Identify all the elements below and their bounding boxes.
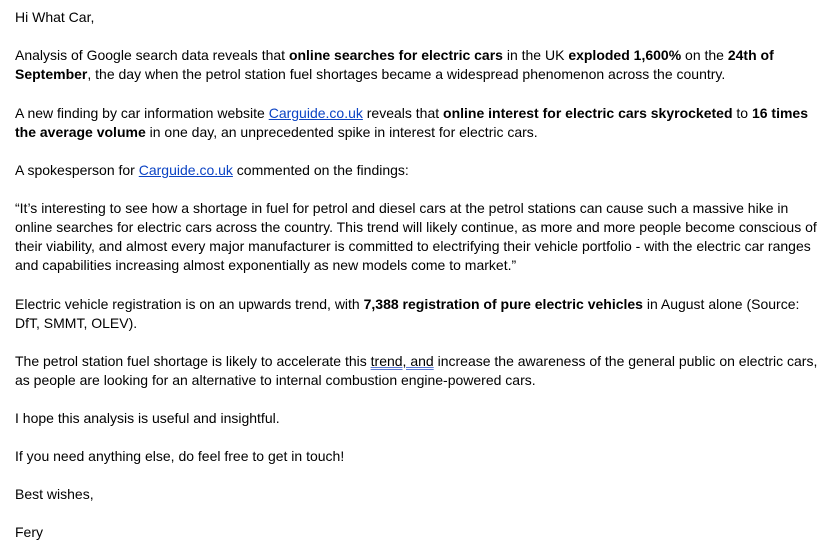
signoff: Best wishes, — [15, 486, 94, 502]
carguide-link[interactable]: Carguide.co.uk — [268, 105, 363, 121]
paragraph-spokesperson: A spokesperson for Carguide.co.uk commented on the findings: — [15, 162, 409, 178]
paragraph-hope: I hope this analysis is useful and insightful. — [15, 410, 280, 426]
quote-paragraph: “It’s interesting to see how a shortage in fuel for petrol and diesel cars at the petrol stations can cause such a massive hike in online searches for electric cars across the country. This trend will likely continue, as more and more people become conscious of their viability, and almost every major manufacturer is committed to electrifying their vehicle portfolio - with the electric car ranges and capabilities increasing almost exponentially as new models come to market.” — [15, 200, 817, 273]
paragraph-get-in-touch: If you need anything else, do feel free to get in touch! — [15, 448, 345, 464]
paragraph-registration: Electric vehicle registration is on an upwards trend, with 7,388 registration of pure electric vehicles in August alone (Source: DfT, SMMT, OLEV). — [15, 296, 800, 331]
paragraph-fuel-shortage: The petrol station fuel shortage is likely to accelerate this trend, and increase the awareness of the general public on electric cars, as people are looking for an alternative to internal combustion engine-powered cars. — [15, 353, 818, 388]
paragraph-new-finding: A new finding by car information website Carguide.co.uk reveals that online interest for electric cars skyrocketed to 16 times the average volume in one day, an unprecedented spike in interest for electric cars. — [15, 105, 809, 140]
grammar-flag[interactable]: trend, and — [370, 353, 434, 369]
carguide-link[interactable]: Carguide.co.uk — [138, 162, 233, 178]
signature: Fery — [15, 524, 43, 540]
paragraph-search-data: Analysis of Google search data reveals that online searches for electric cars in the UK exploded 1,600% on the 24th of September, the day when the petrol station fuel shortages became a widespread phenomenon across the country. — [15, 47, 774, 82]
greeting: Hi What Car, — [15, 9, 95, 25]
